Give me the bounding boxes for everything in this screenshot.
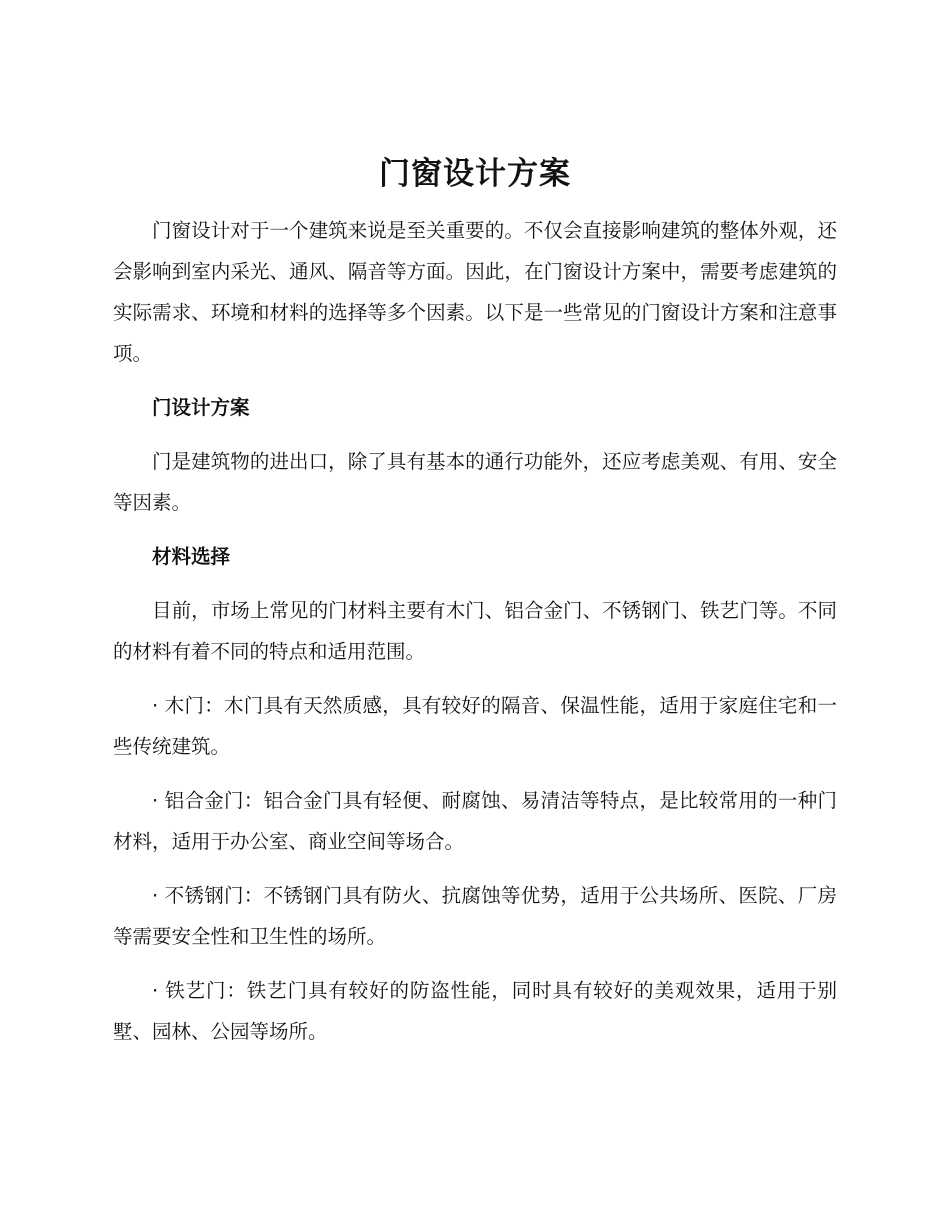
material-item-wood: · 木门：木门具有天然质感，具有较好的隔音、保温性能，适用于家庭住宅和一些传统建筑。 [113,694,837,758]
door-section-heading: 门设计方案 [152,396,250,419]
materials-section-heading: 材料选择 [152,545,231,568]
material-item-wrought-iron: · 铁艺门：铁艺门具有较好的防盗性能，同时具有较好的美观效果，适用于别墅、园林、公园等场所。 [113,979,837,1043]
document-content [113,148,837,1052]
material-item-aluminum: · 铝合金门：铝合金门具有轻便、耐腐蚀、易清洁等特点，是比较常用的一种门材料，适用于办公室、商业空间等场合。 [113,789,837,853]
materials-section-paragraph: 目前，市场上常见的门材料主要有木门、铝合金门、不锈钢门、铁艺门等。不同的材料有着不同的特点和适用范围。 [113,599,837,663]
door-section-paragraph: 门是建筑物的进出口，除了具有基本的通行功能外，还应考虑美观、有用、安全等因素。 [113,450,837,514]
document-title: 门窗设计方案 [379,156,571,192]
intro-paragraph: 门窗设计对于一个建筑来说是至关重要的。不仅会直接影响建筑的整体外观，还会影响到室内采光、通风、隔音等方面。因此，在门窗设计方案中，需要考虑建筑的实际需求、环境和材料的选择等多个因素。以下是一些常见的门窗设计方案和注意事项。 [113,219,837,365]
material-item-stainless-steel: · 不锈钢门：不锈钢门具有防火、抗腐蚀等优势，适用于公共场所、医院、厂房等需要安全性和卫生性的场所。 [113,884,837,948]
